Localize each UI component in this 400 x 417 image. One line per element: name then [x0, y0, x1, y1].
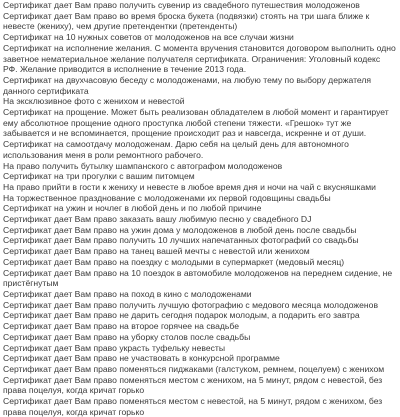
list-item: На право прийти в гости к жениху и невесте в любое время дня и ночи на чай с вкусняшками: [3, 181, 376, 192]
list-item: Сертификат дает Вам право на 10 поездок в автомобиле молодоженов на переднем сидение, не пристёгнутым: [3, 267, 393, 289]
list-item: Сертификат дает Вам право на ужин дома у молодоженов в любой день после свадьбы: [3, 224, 357, 235]
list-item: Сертификат на 10 нужных советов от молодоженов на все случаи жизни: [3, 32, 294, 43]
list-item: На право получить бутылку шампанского с автографом молодоженов: [3, 160, 283, 171]
list-item: Сертификат дает Вам право на уборку столов после свадьбы: [3, 331, 251, 342]
list-item: На торжественное празднование с молодоженами их первой годовщины свадьбы: [3, 192, 331, 203]
list-item: Сертификат дает Вам право на поездку с молодыми в супермаркет (медовый месяц): [3, 256, 345, 267]
list-item: Сертификат дает Вам право во время броска букета (подвязки) стоять на три шага ближе к невесте (жениху), чем другие претендентки (претенденты): [3, 10, 370, 32]
list-item: Сертификат дает Вам право на поход в кино с молодоженами: [3, 288, 252, 299]
list-item: Сертификат на ужин и ночлег в любой день и по любой причине: [3, 203, 262, 214]
list-item: Сертификат дает Вам право поменяться местом с женихом, на 5 минут, рядом с невестой, без права поцелуя, когда кричат горько: [3, 374, 383, 396]
list-item: Сертификат на прощение. Может быть реализован обладателем в любой момент и гарантирует ему абсолютное прощение одного проступка любой степени тяжести. «Грешок» тут же забывается и не вспоминается, прощение происходит раз и навсегда, искренне и от души.: [3, 107, 389, 139]
list-item: Сертификат дает Вам право украсть туфельку невесты: [3, 342, 226, 353]
list-item: Сертификат на двухчасовую беседу с молодоженами, на любую тему по выбору держателя данного сертификата: [3, 74, 372, 96]
list-item: Сертификат на три прогулки с вашим питомцем: [3, 171, 195, 182]
list-item: Сертификат дает Вам право получить лучшую фотографию с медового месяца молодоженов: [3, 299, 379, 310]
list-item: Сертификат дает Вам право на второе горячее на свадьбе: [3, 321, 239, 332]
certificate-list: [3, 0, 396, 417]
list-item: Сертификат дает Вам право получить сувенир из свадебного путешествия молодоженов: [3, 0, 360, 10]
list-item: Сертификат дает Вам право поменяться местом с невестой, на 5 минут, рядом с женихом, без права поцелуя, когда кричат горько: [3, 396, 383, 417]
list-item: Сертификат дает Вам право не дарить сегодня подарок молодым, а подарить его завтра: [3, 310, 360, 321]
list-item: Сертификат дает Вам право получить 10 лучших напечатанных фотографий со свадьбы: [3, 235, 359, 246]
list-item: Сертификат дает Вам право не участвовать в конкурсной программе: [3, 353, 280, 364]
list-item: Сертификат дает Вам право на танец вашей мечты с невестой или женихом: [3, 246, 310, 257]
list-item: Сертификат на самоотдачу молодоженам. Дарю себя на целый день для автономного использования меня в роли ремонтного рабочего.: [3, 139, 349, 160]
list-item: Сертификат дает Вам право поменяться пиджаками (галстуком, ремнем, поцелуем) с женихом: [3, 363, 385, 374]
list-item: На эксклюзивное фото с женихом и невестой: [3, 96, 185, 107]
list-item: Сертификат дает Вам право заказать вашу любимую песню у свадебного DJ: [3, 214, 312, 225]
list-item: Сертификат на исполнение желания. С момента вручения становится договором выполнить одно заветное нематериальное желание получателя сертификата. Ограничения: Уголовный кодекс РФ. Желание приводится в исполнение в течение 2013 года.: [3, 42, 396, 75]
